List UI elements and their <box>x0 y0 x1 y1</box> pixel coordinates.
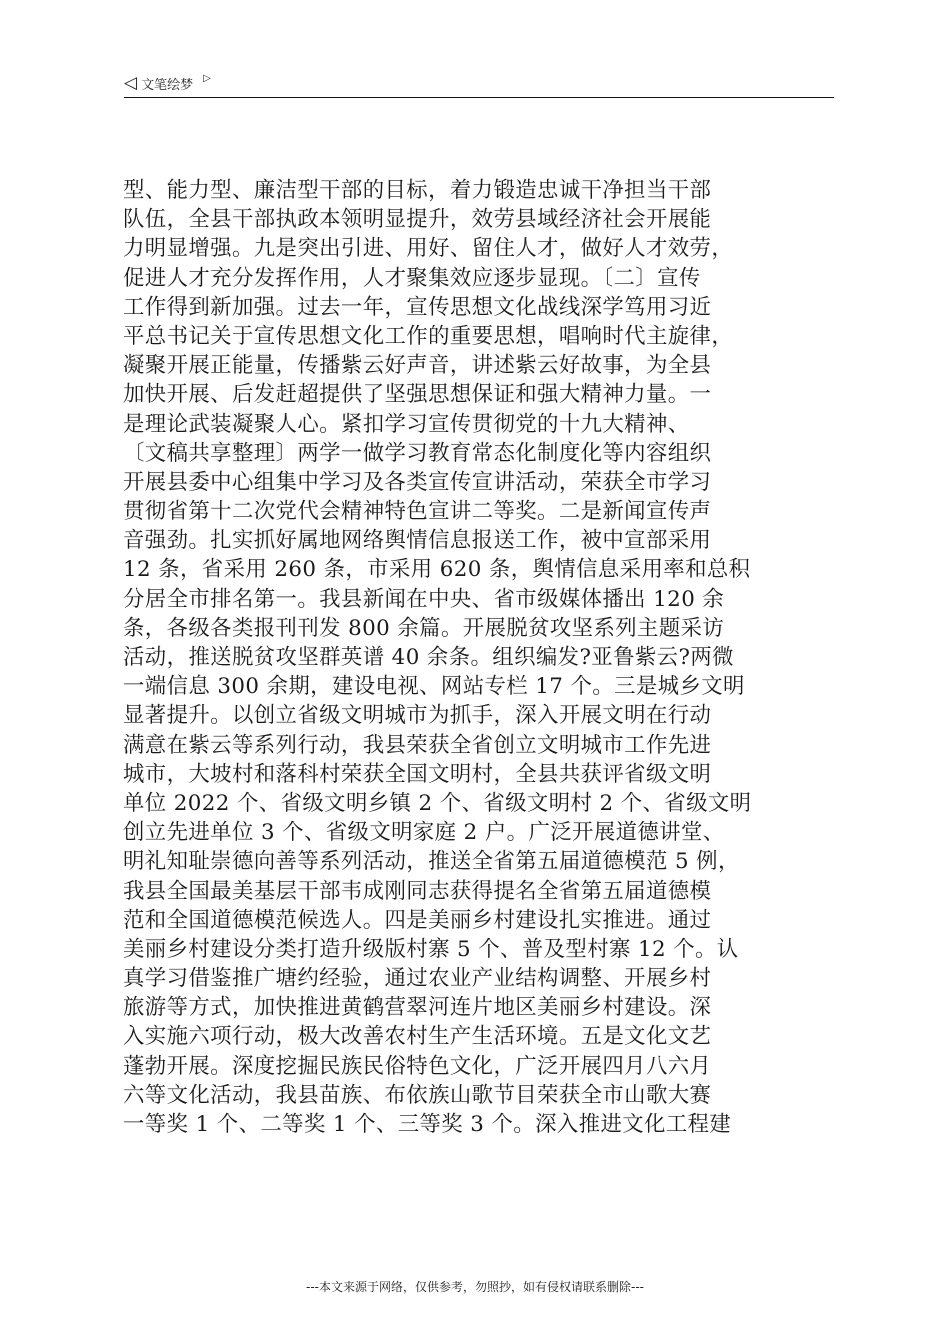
body-line: 促进人才充分发挥作用，人才聚集效应逐步显现。〔二〕宣传 <box>123 265 701 291</box>
body-line: 开展县委中心组集中学习及各类宣传宣讲活动，荣获全市学习 <box>123 469 712 495</box>
body-line: 一端信息 300 余期，建设电视、网站专栏 17 个。三是城乡文明 <box>123 674 745 700</box>
body-line: 显著提升。以创立省级文明城市为抓手，深入开展文明在行动 <box>123 703 712 729</box>
footer-notice: ---本文来源于网络，仅供参考，勿照抄，如有侵权请联系删除--- <box>306 1280 644 1294</box>
body-line: 加快开展、后发赶超提供了坚强思想保证和强大精神力量。一 <box>123 382 712 408</box>
body-line: 型、能力型、廉洁型干部的目标，着力锻造忠诚干净担当干部 <box>123 178 712 203</box>
body-line: 旅游等方式，加快推进黄鹤营翠河连片地区美丽乡村建设。深 <box>123 995 712 1021</box>
left-triangle-icon: ◁ <box>124 72 138 93</box>
document-body <box>123 176 835 1139</box>
body-line: 12 条，省采用 260 条，市采用 620 条，舆情信息采用率和总积 <box>123 557 751 583</box>
body-line: 贯彻省第十二次党代会精神特色宣讲二等奖。二是新闻宣传声 <box>123 499 712 525</box>
body-line: 范和全国道德模范候选人。四是美丽乡村建设扎实推进。通过 <box>123 907 712 933</box>
body-line: 我县全国最美基层干部韦成刚同志获得提名全省第五届道德模 <box>123 878 712 904</box>
body-line: 一等奖 1 个、二等奖 1 个、三等奖 3 个。深入推进文化工程建 <box>123 1112 732 1137</box>
header-brand: 文笔绘梦 <box>141 77 194 93</box>
body-line: 入实施六项行动，极大改善农村生产生活环境。五是文化文艺 <box>123 1024 712 1050</box>
right-triangle-icon: ▷ <box>203 73 211 84</box>
page-header <box>124 70 834 96</box>
body-line: 平总书记关于宣传思想文化工作的重要思想，唱响时代主旋律， <box>123 323 734 349</box>
body-line: 凝聚开展正能量，传播紫云好声音，讲述紫云好故事，为全县 <box>123 353 712 379</box>
header-brand-row <box>124 70 834 96</box>
body-line: 创立先进单位 3 个、省级文明家庭 2 户。广泛开展道德讲堂、 <box>123 820 725 846</box>
body-line: 真学习借鉴推广塘约经验，通过农业产业结构调整、开展乡村 <box>123 966 712 992</box>
body-line: 明礼知耻崇德向善等系列活动，推送全省第五届道德模范 5 例， <box>123 849 740 875</box>
body-line: 工作得到新加强。过去一年，宣传思想文化战线深学笃用习近 <box>123 294 712 320</box>
body-line: 蓬勃开展。深度挖掘民族民俗特色文化，广泛开展四月八六月 <box>123 1053 712 1079</box>
body-line: 力明显增强。九是突出引进、用好、留住人才，做好人才效劳， <box>123 236 734 262</box>
body-line: 是理论武装凝聚人心。紧扣学习宣传贯彻党的十九大精神、 <box>123 411 690 437</box>
body-line: 音强劲。扎实抓好属地网络舆情信息报送工作，被中宣部采用 <box>123 528 712 554</box>
body-line: 分居全市排名第一。我县新闻在中央、省市级媒体播出 120 余 <box>123 586 725 612</box>
body-line: 条，各级各类报刊刊发 800 余篇。开展脱贫攻坚系列主题采访 <box>123 615 725 641</box>
body-line: 单位 2022 个、省级文明乡镇 2 个、省级文明村 2 个、省级文明 <box>123 790 752 816</box>
header-divider <box>124 97 834 98</box>
body-line: 活动，推送脱贫攻坚群英谱 40 余条。组织编发?亚鲁紫云?两微 <box>123 645 734 670</box>
body-line: 美丽乡村建设分类打造升级版村寨 5 个、普及型村寨 12 个。认 <box>123 936 739 962</box>
body-line: 六等文化活动，我县苗族、布依族山歌节目荣获全市山歌大赛 <box>123 1082 712 1108</box>
body-line: 满意在紫云等系列行动，我县荣获全省创立文明城市工作先进 <box>123 732 712 758</box>
body-line: 城市，大坡村和落科村荣获全国文明村，全县共获评省级文明 <box>123 761 712 787</box>
body-line: 队伍，全县干部执政本领明显提升，效劳县域经济社会开展能 <box>123 207 712 233</box>
body-line: 〔文稿共享整理〕两学一做学习教育常态化制度化等内容组织 <box>123 440 712 466</box>
